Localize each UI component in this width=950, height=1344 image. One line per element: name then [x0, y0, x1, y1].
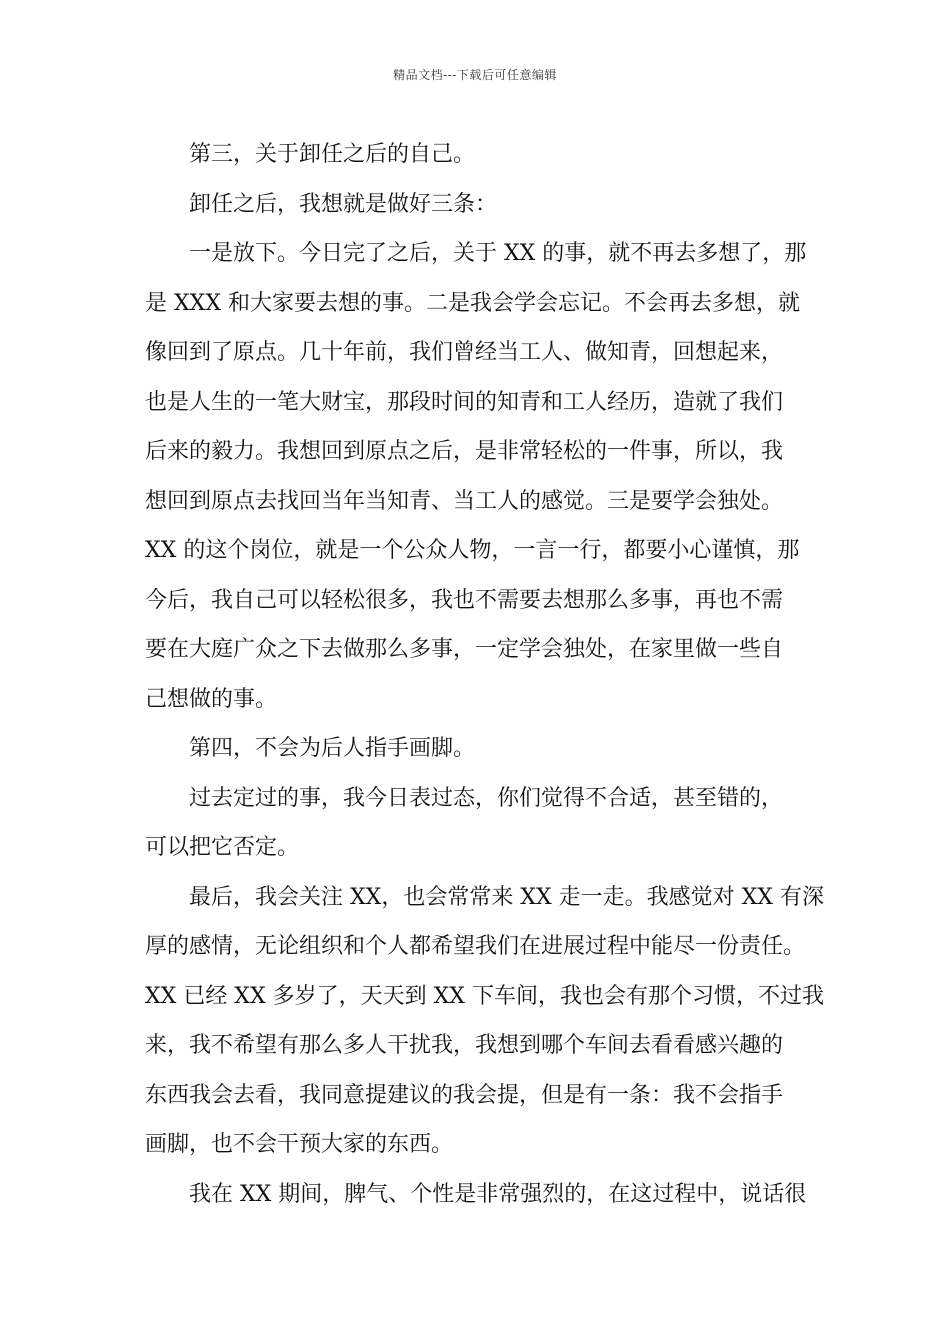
page-header: 精品文档---下载后可任意编辑: [393, 68, 557, 82]
text-line: 我在 XX 期间，脾气、个性是非常强烈的，在这过程中，说话很: [189, 1181, 807, 1207]
text-line: 画脚，也不会干预大家的东西。: [145, 1132, 454, 1157]
text-line: 也是人生的一笔大财宝，那段时间的知青和工人经历，造就了我们: [145, 389, 784, 415]
text-line: XX 已经 XX 多岁了，天天到 XX 下车间，我也会有那个习惯，不过我: [145, 983, 824, 1009]
text-line: 第四，不会为后人指手画脚。: [189, 736, 476, 761]
text-line: 最后，我会关注 XX，也会常常来 XX 走一走。我感觉对 XX 有深: [189, 884, 824, 910]
text-line: 是 XXX 和大家要去想的事。二是我会学会忘记。不会再去多想，就: [145, 290, 800, 316]
text-line: 东西我会去看，我同意提建议的我会提，但是有一条：我不会指手: [145, 1082, 784, 1108]
text-line: 今后，我自己可以轻松很多，我也不需要去想那么多事，再也不需: [145, 587, 784, 613]
text-line: 一是放下。今日完了之后，关于 XX 的事，就不再去多想了，那: [189, 241, 807, 266]
text-line: 想回到原点去找回当年当知青、当工人的感觉。三是要学会独处。: [145, 488, 784, 514]
text-line: 己想做的事。: [145, 686, 278, 712]
text-line: 后来的毅力。我想回到原点之后，是非常轻松的一件事，所以，我: [145, 439, 784, 464]
text-line: 第三，关于卸任之后的自己。: [189, 142, 476, 167]
text-line: 可以把它否定。: [145, 835, 300, 860]
text-line: 过去定过的事，我今日表过态，你们觉得不合适，甚至错的，: [189, 785, 784, 811]
document-body: [145, 130, 835, 1219]
text-line: 来，我不希望有那么多人干扰我，我想到哪个车间去看看感兴趣的: [145, 1033, 784, 1058]
text-line: XX 的这个岗位，就是一个公众人物，一言一行，都要小心谨慎，那: [145, 538, 800, 563]
text-line: 厚的感情，无论组织和个人都希望我们在进展过程中能尽一份责任。: [145, 934, 806, 959]
text-line: 像回到了原点。几十年前，我们曾经当工人、做知青，回想起来，: [145, 340, 784, 365]
text-line: 卸任之后，我想就是做好三条：: [189, 191, 498, 217]
text-line: 要在大庭广众之下去做那么多事，一定学会独处，在家里做一些自: [145, 637, 784, 662]
